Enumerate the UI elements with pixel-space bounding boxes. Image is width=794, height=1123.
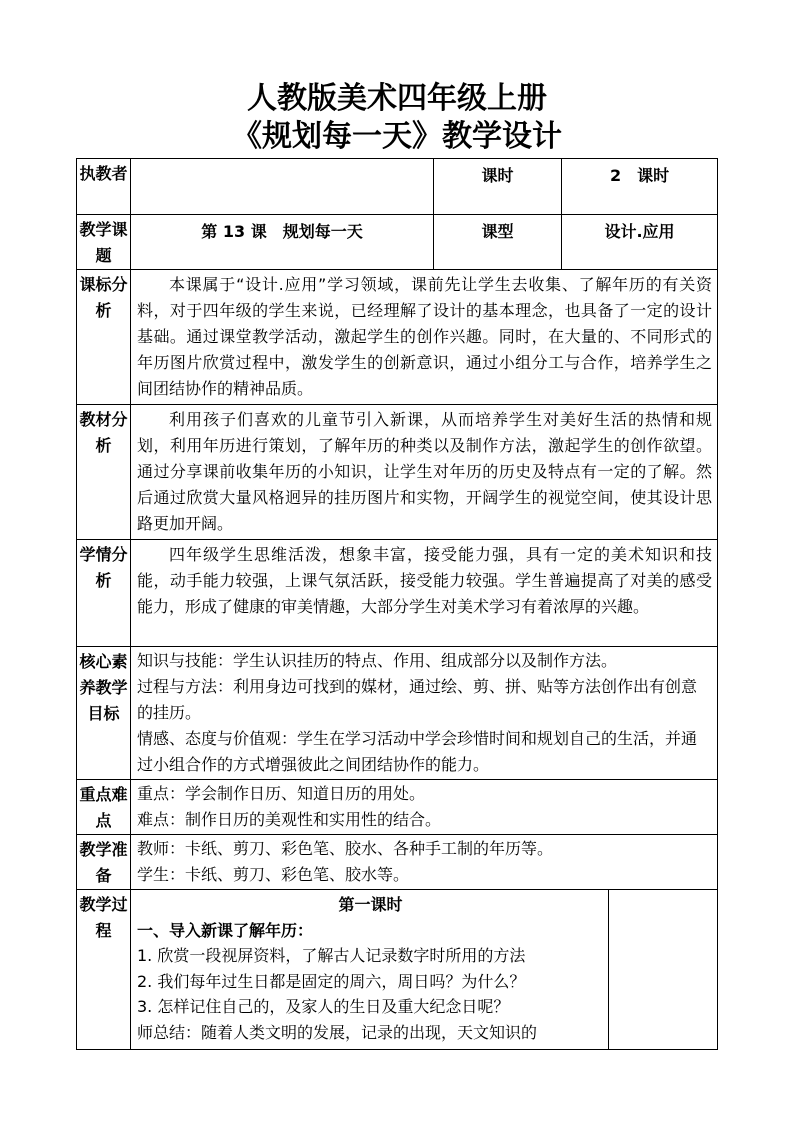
topic-value: 第 13 课 规划每一天	[131, 215, 434, 270]
label-topic: 教学课题	[77, 215, 131, 270]
label-teacher: 执教者	[77, 159, 131, 215]
goal-knowledge: 知识与技能：学生认识挂历的特点、作用、组成部分以及制作方法。	[137, 651, 618, 670]
preparation-list	[131, 835, 718, 890]
key-point: 重点：学会制作日历、知道日历的用处。	[137, 784, 426, 803]
period-heading: 第一课时	[338, 895, 403, 914]
label-class-hours: 课时	[434, 159, 562, 215]
label-key-points: 重点难点	[77, 780, 131, 835]
student-analysis-text: 四年级学生思维活泼，想象丰富，接受能力强，具有一定的美术知识和技能，动手能力较强，上课气氛活跃，接受能力较强。学生普遍提高了对美的感受能力，形成了健康的审美情趣，大部分学生对美术学习有着浓厚的兴趣。	[131, 540, 718, 647]
row-teacher	[77, 159, 718, 215]
process-notes-column	[609, 890, 718, 1050]
row-teaching-process	[77, 890, 718, 1050]
teaching-process-content	[131, 890, 609, 1050]
row-material-analysis	[77, 405, 718, 540]
row-curriculum-analysis	[77, 270, 718, 405]
row-topic	[77, 215, 718, 270]
label-material-analysis: 教材分析	[77, 405, 131, 540]
label-student-analysis: 学情分析	[77, 540, 131, 647]
row-teaching-goals	[77, 647, 718, 780]
process-line: 3. 怎样记住自己的，及家人的生日及重大纪念日呢？	[137, 997, 510, 1016]
lesson-plan-table	[76, 158, 718, 1050]
curriculum-analysis-text: 本课属于“设计.应用”学习领域，课前先让学生去收集、了解年历的有关资料，对于四年级的学生来说，已经理解了设计的基本理念，也具备了一定的设计基础。通过课堂教学活动，激起学生的创作兴趣。同时，在大量的、不同形式的年历图片欣赏过程中，激发学生的创新意识，通过小组分工与合作，培养学生之间团结协作的精神品质。	[131, 270, 718, 405]
lesson-type-value: 设计.应用	[562, 215, 718, 270]
process-line: 2. 我们每年过生日都是固定的周六，周日吗？为什么？	[137, 971, 526, 991]
document-title-line2: 《规划每一天》教学设计	[232, 119, 562, 154]
material-analysis-text: 利用孩子们喜欢的儿童节引入新课，从而培养学生对美好生活的热情和规划，利用年历进行策划，了解年历的种类以及制作方法，激起学生的创作欲望。通过分享课前收集年历的小知识，让学生对年历的历史及特点有一定的了解。然后通过欣赏大量风格迥异的挂历图片和实物，开阔学生的视觉空间，使其设计思路更加开阔。	[131, 405, 718, 540]
student-materials: 学生：卡纸、剪刀、彩色笔、胶水等。	[137, 865, 410, 884]
goal-attitude: 情感、态度与价值观：学生在学习活动中学会珍惜时间和规划自己的生活，并通过小组合作的方式增强彼此之间团结协作的能力。	[137, 729, 698, 774]
process-line: 1. 欣赏一段视屏资料，了解古人记录数字时所用的方法	[137, 946, 526, 965]
section-heading: 一、导入新课了解年历：	[137, 920, 314, 940]
document-title-line1: 人教版美术四年级上册	[247, 81, 547, 116]
label-teaching-process: 教学过程	[77, 890, 131, 1050]
label-teaching-goals: 核心素养教学目标	[77, 647, 131, 780]
process-line: 师总结：随着人类文明的发展，记录的出现，天文知识的	[137, 1022, 538, 1042]
label-curriculum-analysis: 课标分析	[77, 270, 131, 405]
class-hours-value: 2 课时	[562, 159, 718, 215]
teaching-goals-list	[131, 647, 718, 780]
row-preparation	[77, 835, 718, 890]
label-lesson-type: 课型	[434, 215, 562, 270]
teacher-value	[131, 159, 434, 215]
teacher-materials: 教师：卡纸、剪刀、彩色笔、胶水、各种手工制的年历等。	[137, 839, 554, 858]
row-key-points	[77, 780, 718, 835]
label-preparation: 教学准备	[77, 835, 131, 890]
row-student-analysis	[77, 540, 718, 647]
key-points-list	[131, 780, 718, 835]
goal-process: 过程与方法：利用身边可找到的媒材，通过绘、剪、拼、贴等方法创作出有创意的挂历。	[137, 677, 698, 722]
difficult-point: 难点：制作日历的美观性和实用性的结合。	[137, 810, 442, 829]
